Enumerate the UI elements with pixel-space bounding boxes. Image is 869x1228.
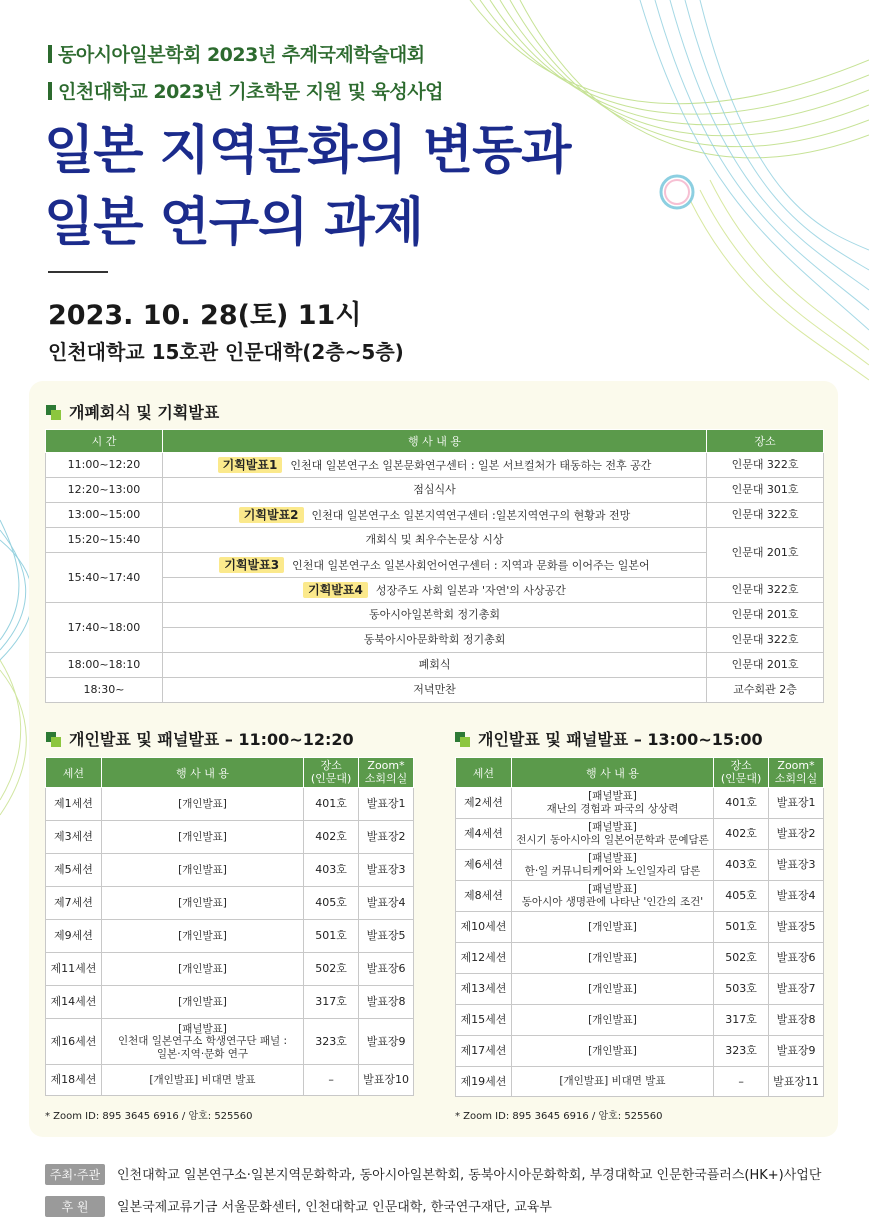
left-zoom-note: * Zoom ID: 895 3645 6916 / 암호: 525560 (45, 1111, 253, 1122)
section-square-icon (46, 405, 61, 420)
room-cell: 501호 (304, 920, 359, 953)
content-cell: [개인발표] (511, 943, 713, 974)
room-cell: 405호 (714, 881, 769, 912)
left-title-text: 개인발표 및 패널발표 – 11:00~12:20 (69, 730, 354, 749)
event-date: 2023. 10. 28(토) 11시 (48, 300, 362, 331)
table-header-row (46, 430, 824, 453)
table-row (456, 1067, 824, 1097)
table-row (456, 881, 824, 912)
col-header-session: 세션 (46, 758, 102, 788)
content-cell: [개인발표] (101, 854, 303, 887)
content-cell: [개인발표] (101, 788, 303, 821)
time-cell: 11:00~12:20 (46, 453, 163, 478)
content-text: 인천대 일본연구소 일본지역연구센터 :일본지역연구의 현황과 전망 (311, 508, 631, 522)
content-cell (162, 553, 706, 578)
table-row (46, 578, 824, 603)
session-cell: 제17세션 (456, 1036, 512, 1067)
room-cell: 502호 (304, 953, 359, 986)
content-cell: [개인발표] (101, 920, 303, 953)
table-row (46, 453, 824, 478)
opening-title-text: 개폐회식 및 기획발표 (69, 403, 220, 422)
session-cell: 제14세션 (46, 986, 102, 1019)
table-row (456, 819, 824, 850)
content-cell (162, 453, 706, 478)
right-zoom-note: * Zoom ID: 895 3645 6916 / 암호: 525560 (455, 1111, 663, 1122)
zoom-cell: 발표장9 (359, 1019, 414, 1065)
room-cell: – (304, 1065, 359, 1096)
content-cell: [패널발표] 전시기 동아시아의 일본어문학과 문예담론 (511, 819, 713, 850)
table-row (46, 887, 414, 920)
col-header-zoom: Zoom* 소회의실 (769, 758, 824, 788)
col-header-content: 행 사 내 용 (162, 430, 706, 453)
content-cell: [개인발표] (511, 974, 713, 1005)
col-header-room: 장소 (인문대) (304, 758, 359, 788)
zoom-cell: 발표장11 (769, 1067, 824, 1097)
col-header-zoom: Zoom* 소회의실 (359, 758, 414, 788)
right-table-body (456, 788, 824, 1097)
content-cell: [개인발표] (511, 1036, 713, 1067)
content-cell: 폐회식 (162, 653, 706, 678)
session-cell: 제11세션 (46, 953, 102, 986)
right-session-table (455, 757, 824, 1097)
table-row (456, 974, 824, 1005)
table-header-row (456, 758, 824, 788)
session-cell: 제6세션 (456, 850, 512, 881)
session-cell: 제12세션 (456, 943, 512, 974)
time-cell: 12:20~13:00 (46, 478, 163, 503)
place-cell: 인문대 301호 (707, 478, 824, 503)
time-cell: 17:40~18:00 (46, 603, 163, 653)
header-line-2 (48, 77, 443, 104)
time-cell: 15:20~15:40 (46, 528, 163, 553)
session-cell: 제7세션 (46, 887, 102, 920)
place-cell: 인문대 201호 (707, 603, 824, 628)
session-cell: 제9세션 (46, 920, 102, 953)
table-row (46, 1019, 414, 1065)
room-cell: 401호 (304, 788, 359, 821)
header-line-1 (48, 40, 425, 67)
badge: 기획발표1 (218, 457, 283, 473)
place-cell: 인문대 322호 (707, 453, 824, 478)
table-row (46, 528, 824, 553)
badge: 기획발표4 (303, 582, 368, 598)
right-title-text: 개인발표 및 패널발표 – 13:00~15:00 (478, 730, 763, 749)
session-cell: 제13세션 (456, 974, 512, 1005)
session-cell: 제4세션 (456, 819, 512, 850)
place-cell: 인문대 322호 (707, 503, 824, 528)
table-row (46, 788, 414, 821)
host-tag: 주최·주관 (45, 1164, 105, 1185)
content-cell (162, 578, 706, 603)
zoom-cell: 발표장1 (359, 788, 414, 821)
zoom-cell: 발표장8 (769, 1005, 824, 1036)
opening-table (45, 429, 824, 703)
place-cell: 인문대 322호 (707, 578, 824, 603)
table-header-row (46, 758, 414, 788)
table-row (46, 653, 824, 678)
table-row (46, 1065, 414, 1096)
session-cell: 제19세션 (456, 1067, 512, 1097)
zoom-cell: 발표장5 (769, 912, 824, 943)
section-square-icon (46, 732, 61, 747)
place-cell: 인문대 322호 (707, 628, 824, 653)
table-row (456, 850, 824, 881)
zoom-cell: 발표장4 (359, 887, 414, 920)
content-cell: [개인발표] 비대면 발표 (511, 1067, 713, 1097)
time-cell: 13:00~15:00 (46, 503, 163, 528)
col-header-place: 장소 (707, 430, 824, 453)
room-cell: 403호 (714, 850, 769, 881)
room-cell: 403호 (304, 854, 359, 887)
table-row (46, 953, 414, 986)
content-cell: 개회식 및 최우수논문상 시상 (162, 528, 706, 553)
col-header-room: 장소 (인문대) (714, 758, 769, 788)
table-row (46, 986, 414, 1019)
room-cell: 502호 (714, 943, 769, 974)
header-line-2-text: 인천대학교 2023년 기초학문 지원 및 육성사업 (58, 81, 443, 103)
room-cell: 323호 (304, 1019, 359, 1065)
content-cell: [개인발표] (101, 986, 303, 1019)
header-bar (48, 45, 52, 63)
left-session-table (45, 757, 414, 1096)
table-row (456, 943, 824, 974)
table-row (46, 821, 414, 854)
content-cell: 저녁만찬 (162, 678, 706, 703)
sponsor-tag: 후 원 (45, 1196, 105, 1217)
right-section-title (455, 727, 763, 750)
zoom-cell: 발표장8 (359, 986, 414, 1019)
content-cell: [패널발표] 재난의 경험과 파국의 상상력 (511, 788, 713, 819)
content-cell: [개인발표] (101, 821, 303, 854)
time-cell: 18:30~ (46, 678, 163, 703)
content-cell: 동북아시아문화학회 정기총회 (162, 628, 706, 653)
zoom-cell: 발표장9 (769, 1036, 824, 1067)
room-cell: 402호 (304, 821, 359, 854)
place-cell: 교수회관 2층 (707, 678, 824, 703)
room-cell: 405호 (304, 887, 359, 920)
table-row (46, 628, 824, 653)
badge: 기획발표2 (239, 507, 304, 523)
zoom-cell: 발표장10 (359, 1065, 414, 1096)
table-row (46, 678, 824, 703)
opening-section-title (46, 400, 219, 423)
room-cell: 317호 (714, 1005, 769, 1036)
content-text: 인천대 일본연구소 일본사회언어연구센터 : 지역과 문화를 이어주는 일본어 (292, 558, 650, 572)
table-row (46, 854, 414, 887)
session-cell: 제1세션 (46, 788, 102, 821)
footer-sponsor (45, 1196, 552, 1217)
title-divider (48, 271, 108, 273)
zoom-cell: 발표장2 (769, 819, 824, 850)
content-cell: [개인발표] 비대면 발표 (101, 1065, 303, 1096)
col-header-time: 시 간 (46, 430, 163, 453)
content-cell (162, 503, 706, 528)
title-line-1: 일본 지역문화의 변동과 (44, 121, 571, 181)
session-cell: 제18세션 (46, 1065, 102, 1096)
table-row (456, 912, 824, 943)
table-row (46, 503, 824, 528)
zoom-cell: 발표장2 (359, 821, 414, 854)
room-cell: – (714, 1067, 769, 1097)
header-bar (48, 82, 52, 100)
badge: 기획발표3 (219, 557, 284, 573)
session-cell: 제3세션 (46, 821, 102, 854)
content-text: 성장주도 사회 일본과 '자연'의 사상공간 (375, 583, 566, 597)
sponsor-text: 일본국제교류기금 서울문화센터, 인천대학교 인문대학, 한국연구재단, 교육부 (117, 1200, 552, 1215)
zoom-cell: 발표장7 (769, 974, 824, 1005)
content-cell: [개인발표] (511, 1005, 713, 1036)
room-cell: 323호 (714, 1036, 769, 1067)
title-line-2: 일본 연구의 과제 (44, 193, 423, 253)
content-cell: [개인발표] (101, 887, 303, 920)
zoom-cell: 발표장6 (769, 943, 824, 974)
left-table-body (46, 788, 414, 1096)
zoom-cell: 발표장5 (359, 920, 414, 953)
room-cell: 402호 (714, 819, 769, 850)
table-row (456, 1005, 824, 1036)
table-row (46, 478, 824, 503)
content-cell: [개인발표] (101, 953, 303, 986)
content-cell: 동아시아일본학회 정기총회 (162, 603, 706, 628)
place-cell: 인문대 201호 (707, 528, 824, 578)
table-row (46, 920, 414, 953)
session-cell: 제10세션 (456, 912, 512, 943)
table-row (456, 1036, 824, 1067)
col-header-content: 행 사 내 용 (511, 758, 713, 788)
zoom-cell: 발표장3 (769, 850, 824, 881)
content-text: 인천대 일본연구소 일본문화연구센터 : 일본 서브컬처가 태동하는 전후 공간 (290, 458, 652, 472)
session-cell: 제15세션 (456, 1005, 512, 1036)
zoom-cell: 발표장1 (769, 788, 824, 819)
left-section-title (46, 727, 354, 750)
zoom-cell: 발표장6 (359, 953, 414, 986)
time-cell: 18:00~18:10 (46, 653, 163, 678)
footer-host (45, 1164, 821, 1185)
header-line-1-text: 동아시아일본학회 2023년 추계국제학술대회 (58, 44, 425, 66)
session-cell: 제8세션 (456, 881, 512, 912)
room-cell: 501호 (714, 912, 769, 943)
room-cell: 317호 (304, 986, 359, 1019)
section-square-icon (455, 732, 470, 747)
content-cell: [패널발표] 인천대 일본연구소 학생연구단 패널 : 일본·지역·문화 연구 (101, 1019, 303, 1065)
place-cell: 인문대 201호 (707, 653, 824, 678)
time-cell: 15:40~17:40 (46, 553, 163, 603)
session-cell: 제16세션 (46, 1019, 102, 1065)
table-row (46, 603, 824, 628)
room-cell: 503호 (714, 974, 769, 1005)
host-text: 인천대학교 일본연구소·일본지역문화학과, 동아시아일본학회, 동북아시아문화학회, 부경대학교 인문한국플러스(HK+)사업단 (117, 1168, 822, 1183)
table-row (456, 788, 824, 819)
room-cell: 401호 (714, 788, 769, 819)
content-cell: [패널발표] 동아시아 생명관에 나타난 '인간의 조건' (511, 881, 713, 912)
session-cell: 제5세션 (46, 854, 102, 887)
zoom-cell: 발표장3 (359, 854, 414, 887)
event-venue: 인천대학교 15호관 인문대학(2층~5층) (48, 340, 404, 364)
col-header-session: 세션 (456, 758, 512, 788)
content-cell: [개인발표] (511, 912, 713, 943)
col-header-content: 행 사 내 용 (101, 758, 303, 788)
zoom-cell: 발표장4 (769, 881, 824, 912)
content-cell: 점심식사 (162, 478, 706, 503)
session-cell: 제2세션 (456, 788, 512, 819)
content-cell: [패널발표] 한·일 커뮤니티케어와 노인일자리 담론 (511, 850, 713, 881)
